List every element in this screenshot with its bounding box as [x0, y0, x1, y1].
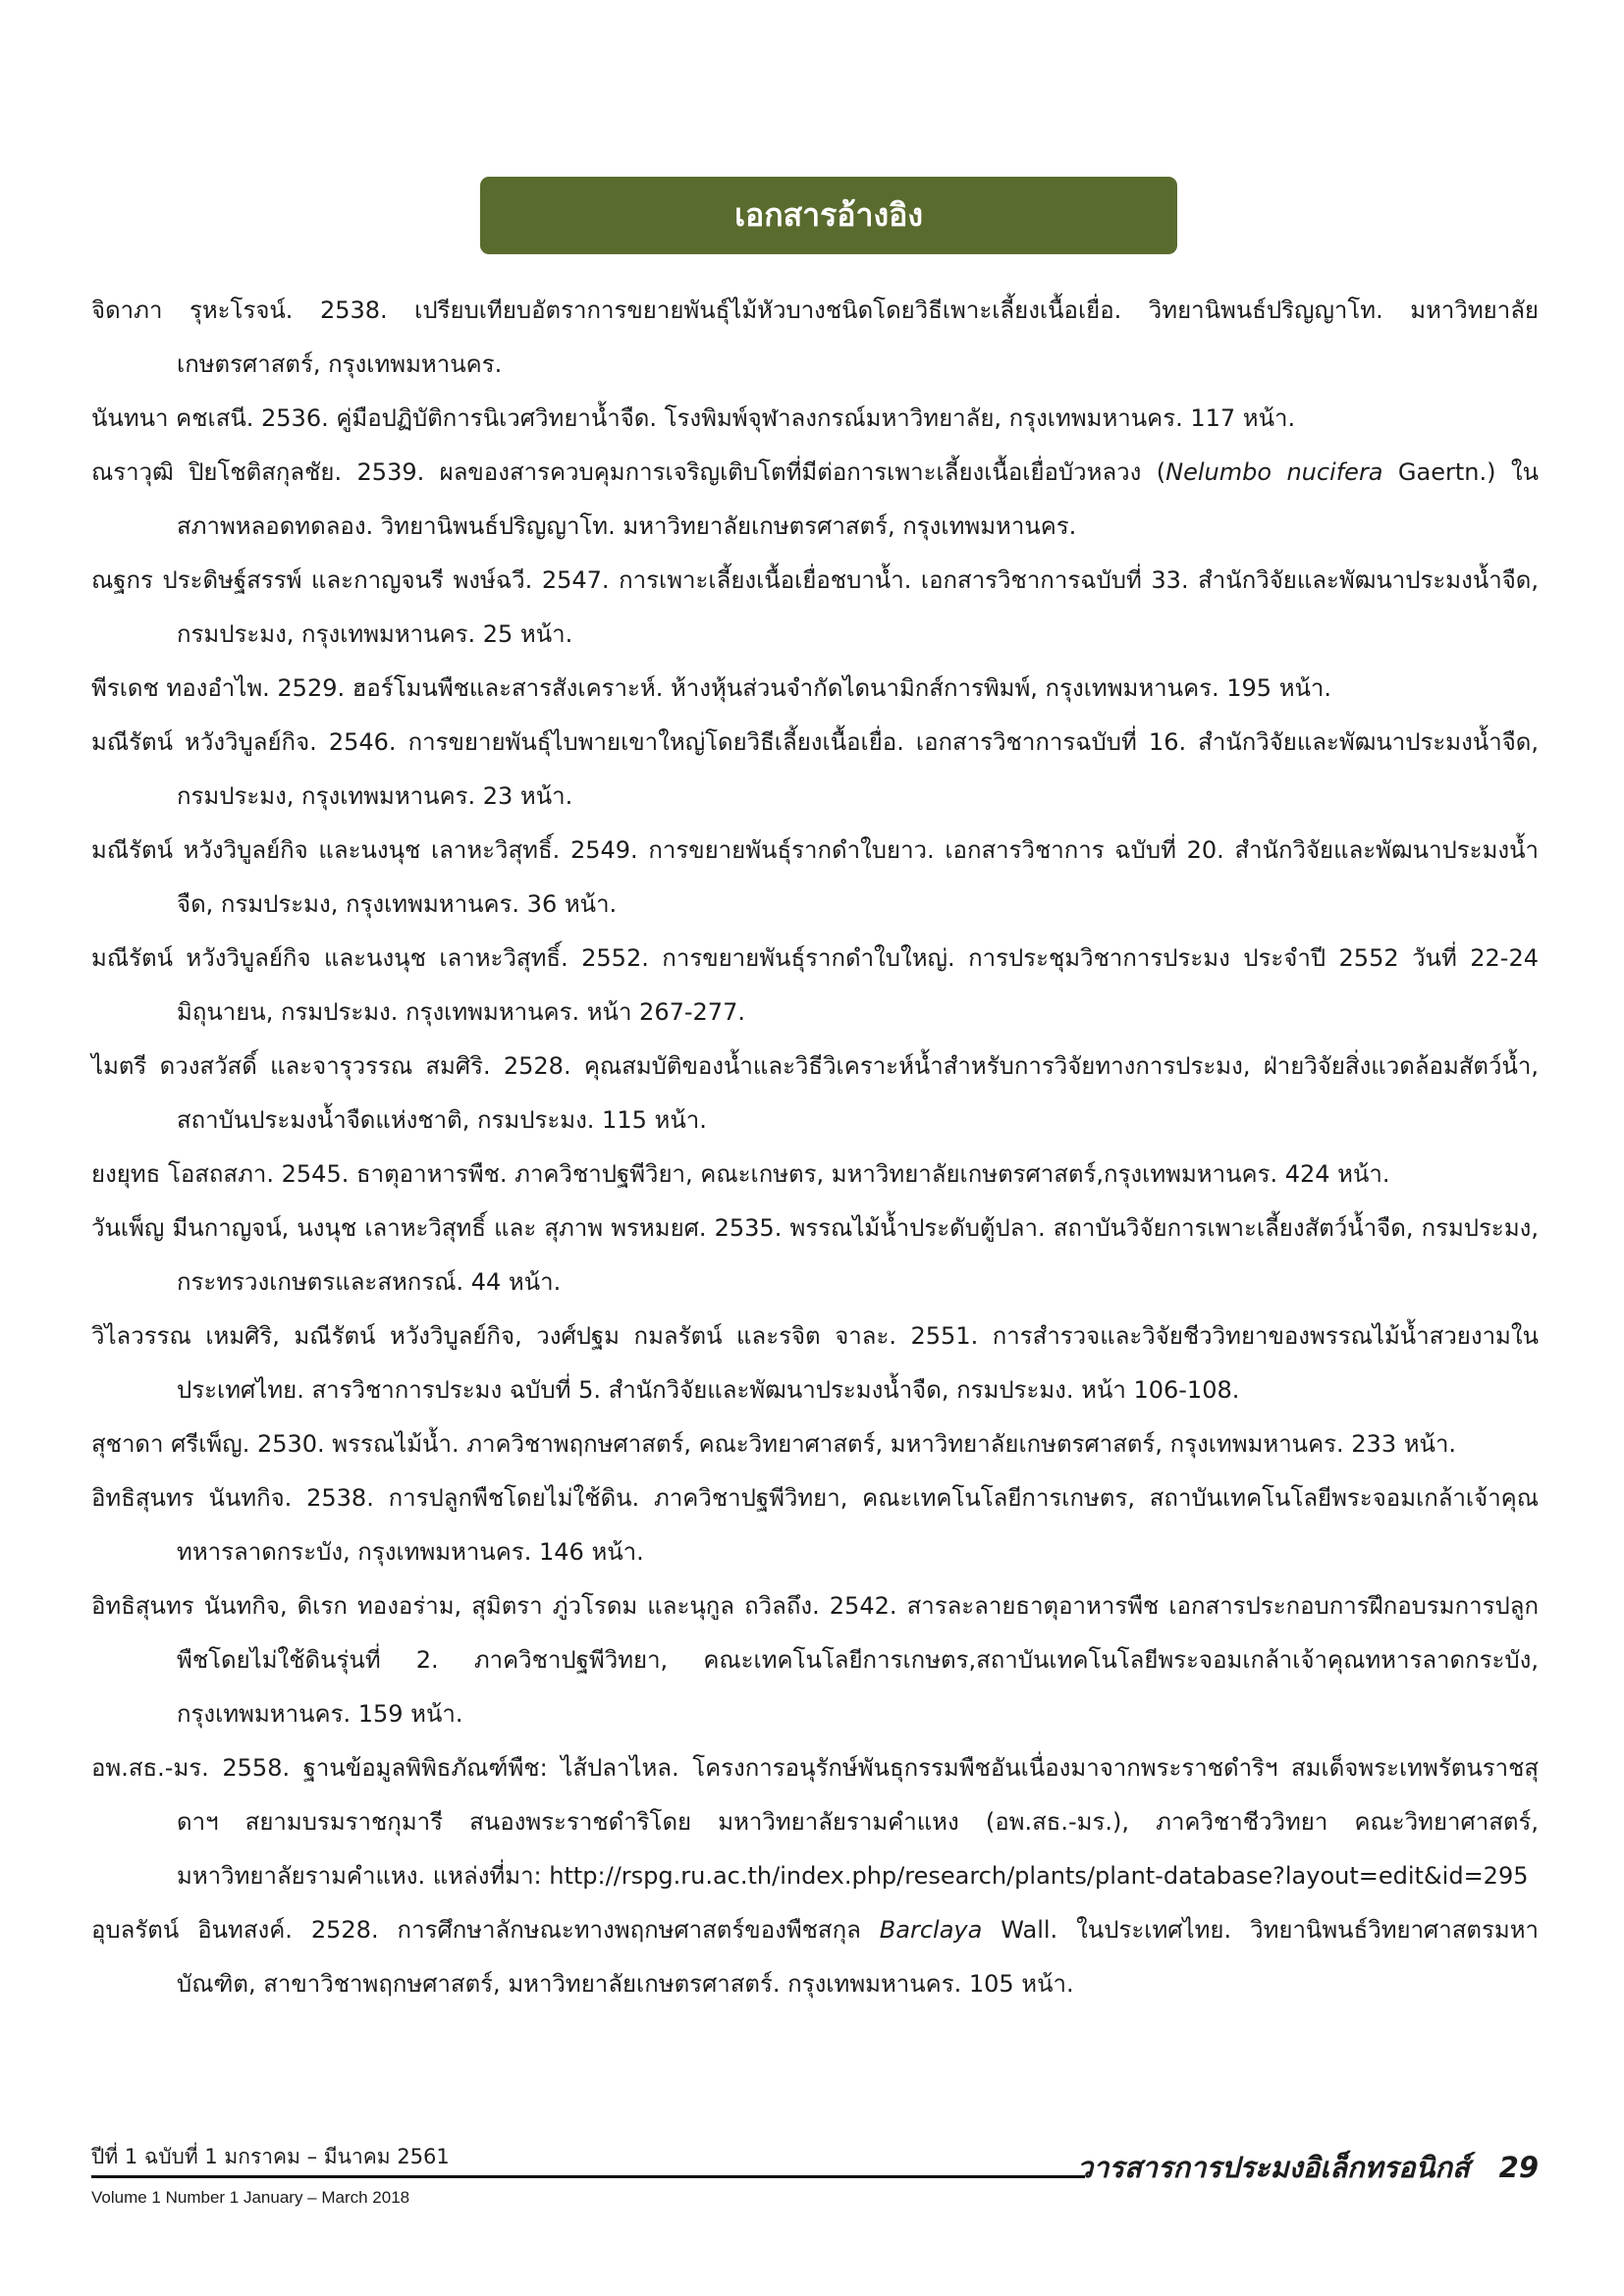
- reference-text: Wall. ในประเทศไทย. วิทยานิพนธ์วิทยาศาสตรมหาบัณฑิต, สาขาวิชาพฤกษศาสตร์, มหาวิทยาลัยเกษตรศาสตร์. กรุงเทพมหานคร. 105 หน้า.: [177, 1916, 1539, 1998]
- footer-issue-thai: ปีที่ 1 ฉบับที่ 1 มกราคม – มีนาคม 2561: [91, 2145, 450, 2168]
- section-title: เอกสารอ้างอิง: [734, 196, 923, 234]
- page-number: 29: [1498, 2151, 1539, 2184]
- reference-item: [91, 446, 1539, 554]
- footer-issue-english: Volume 1 Number 1 January – March 2018: [91, 2188, 410, 2207]
- reference-item: ณฐกร ประดิษฐ์สรรพ์ และกาญจนรี พงษ์ฉวี. 2547. การเพาะเลี้ยงเนื้อเยื่อชบาน้ำ. เอกสารวิชาการฉบับที่ 33. สำนักวิจัยและพัฒนาประมงน้ำจืด, กรมประมง, กรุงเทพมหานคร. 25 หน้า.: [91, 566, 1539, 648]
- section-title-bar: [480, 177, 1177, 254]
- scientific-name: Nelumbo nucifera: [1165, 458, 1383, 486]
- reference-item: มณีรัตน์ หวังวิบูลย์กิจ และนงนุช เลาหะวิสุทธิ์. 2549. การขยายพันธุ์รากดำใบยาว. เอกสารวิชาการ ฉบับที่ 20. สำนักวิจัยและพัฒนาประมงน้ำจืด, กรมประมง, กรุงเทพมหานคร. 36 หน้า.: [91, 836, 1539, 918]
- reference-item: นันทนา คชเสนี. 2536. คู่มือปฏิบัติการนิเวศวิทยาน้ำจืด. โรงพิมพ์จุฬาลงกรณ์มหาวิทยาลัย, กรุงเทพมหานคร. 117 หน้า.: [91, 404, 1296, 432]
- reference-item: [91, 1903, 1539, 2011]
- footer-journal: [1077, 2148, 1539, 2187]
- reference-text: Gaertn.) ในสภาพหลอดทดลอง. วิทยานิพนธ์ปริญญาโท. มหาวิทยาลัยเกษตรศาสตร์, กรุงเทพมหานคร.: [177, 458, 1539, 540]
- reference-item: สุชาดา ศรีเพ็ญ. 2530. พรรณไม้น้ำ. ภาควิชาพฤกษศาสตร์, คณะวิทยาศาสตร์, มหาวิทยาลัยเกษตรศาสตร์, กรุงเทพมหานคร. 233 หน้า.: [91, 1430, 1457, 1458]
- reference-item: อพ.สธ.-มร. 2558. ฐานข้อมูลพิพิธภัณฑ์พืช: ไส้ปลาไหล. โครงการอนุรักษ์พันธุกรรมพืชอันเนื่องมาจากพระราชดำริฯ สมเด็จพระเทพรัตนราชสุดาฯ สยามบรมราชกุมารี สนองพระราชดำริโดย มหาวิทยาลัยรามคำแหง (อพ.สธ.-มร.), ภาควิชาชีววิทยา คณะวิทยาศาสตร์, มหาวิทยาลัยรามคำแหง. แหล่งที่มา: http://rspg.ru.ac.th/index.php/research/plants/plant-database?layout=edit&id=295: [91, 1754, 1539, 1890]
- reference-item: อิทธิสุนทร นันทกิจ. 2538. การปลูกพืชโดยไม่ใช้ดิน. ภาควิชาปฐพีวิทยา, คณะเทคโนโลยีการเกษตร, สถาบันเทคโนโลยีพระจอมเกล้าเจ้าคุณทหารลาดกระบัง, กรุงเทพมหานคร. 146 หน้า.: [91, 1484, 1539, 1566]
- scientific-name: Barclaya: [879, 1916, 983, 1944]
- reference-item: ยงยุทธ โอสถสภา. 2545. ธาตุอาหารพืช. ภาควิชาปฐพีวิยา, คณะเกษตร, มหาวิทยาลัยเกษตรศาสตร์,กรุงเทพมหานคร. 424 หน้า.: [91, 1160, 1390, 1188]
- reference-item: วิไลวรรณ เหมศิริ, มณีรัตน์ หวังวิบูลย์กิจ, วงศ์ปฐม กมลรัตน์ และรจิต จาละ. 2551. การสำรวจและวิจัยชีววิทยาของพรรณไม้น้ำสวยงามในประเทศไทย. สารวิชาการประมง ฉบับที่ 5. สำนักวิจัยและพัฒนาประมงน้ำจืด, กรมประมง. หน้า 106-108.: [91, 1322, 1539, 1404]
- reference-text: อุบลรัตน์ อินทสงค์. 2528. การศึกษาลักษณะทางพฤกษศาสตร์ของพืชสกุล: [91, 1916, 880, 1944]
- reference-item: พีรเดช ทองอำไพ. 2529. ฮอร์โมนพืชและสารสังเคราะห์. ห้างหุ้นส่วนจำกัดไดนามิกส์การพิมพ์, กรุงเทพมหานคร. 195 หน้า.: [91, 674, 1332, 702]
- reference-item: ไมตรี ดวงสวัสดิ์ และจารุวรรณ สมศิริ. 2528. คุณสมบัติของน้ำและวิธีวิเคราะห์น้ำสำหรับการวิจัยทางการประมง, ฝ่ายวิจัยสิ่งแวดล้อมสัตว์น้ำ, สถาบันประมงน้ำจืดแห่งชาติ, กรมประมง. 115 หน้า.: [91, 1052, 1539, 1134]
- journal-name: วารสารการประมงอิเล็กทรอนิกส์: [1076, 2151, 1470, 2184]
- reference-item: มณีรัตน์ หวังวิบูลย์กิจ. 2546. การขยายพันธุ์ไบพายเขาใหญ่โดยวิธีเลี้ยงเนื้อเยื่อ. เอกสารวิชาการฉบับที่ 16. สำนักวิจัยและพัฒนาประมงน้ำจืด, กรมประมง, กรุงเทพมหานคร. 23 หน้า.: [91, 728, 1539, 810]
- reference-item: อิทธิสุนทร นันทกิจ, ดิเรก ทองอร่าม, สุมิตรา ภู่วโรดม และนุกูล ถวิลถึง. 2542. สารละลายธาตุอาหารพืช เอกสารประกอบการฝึกอบรมการปลูกพืชโดยไม่ใช้ดินรุ่นที่ 2. ภาควิชาปฐพีวิทยา, คณะเทคโนโลยีการเกษตร,สถาบันเทคโนโลยีพระจอมเกล้าเจ้าคุณทหารลาดกระบัง, กรุงเทพมหานคร. 159 หน้า.: [91, 1592, 1539, 1728]
- reference-text: ณราวุฒิ ปิยโชติสกุลชัย. 2539. ผลของสารควบคุมการเจริญเติบโตที่มีต่อการเพาะเลี้ยงเนื้อเยื่อบัวหลวง (: [91, 458, 1166, 486]
- reference-item: จิดาภา รุหะโรจน์. 2538. เปรียบเทียบอัตราการขยายพันธุ์ไม้หัวบางชนิดโดยวิธีเพาะเลี้ยงเนื้อเยื่อ. วิทยานิพนธ์ปริญญาโท. มหาวิทยาลัยเกษตรศาสตร์, กรุงเทพมหานคร.: [91, 296, 1539, 378]
- reference-list: [91, 284, 1539, 2011]
- footer-divider: [91, 2175, 1085, 2178]
- reference-item: วันเพ็ญ มีนกาญจน์, นงนุช เลาหะวิสุทธิ์ และ สุภาพ พรหมยศ. 2535. พรรณไม้น้ำประดับตู้ปลา. สถาบันวิจัยการเพาะเลี้ยงสัตว์น้ำจืด, กรมประมง, กระทรวงเกษตรและสหกรณ์. 44 หน้า.: [91, 1214, 1539, 1296]
- reference-item: มณีรัตน์ หวังวิบูลย์กิจ และนงนุช เลาหะวิสุทธิ์. 2552. การขยายพันธุ์รากดำใบใหญ่. การประชุมวิชาการประมง ประจำปี 2552 วันที่ 22-24 มิถุนายน, กรมประมง. กรุงเทพมหานคร. หน้า 267-277.: [91, 944, 1539, 1026]
